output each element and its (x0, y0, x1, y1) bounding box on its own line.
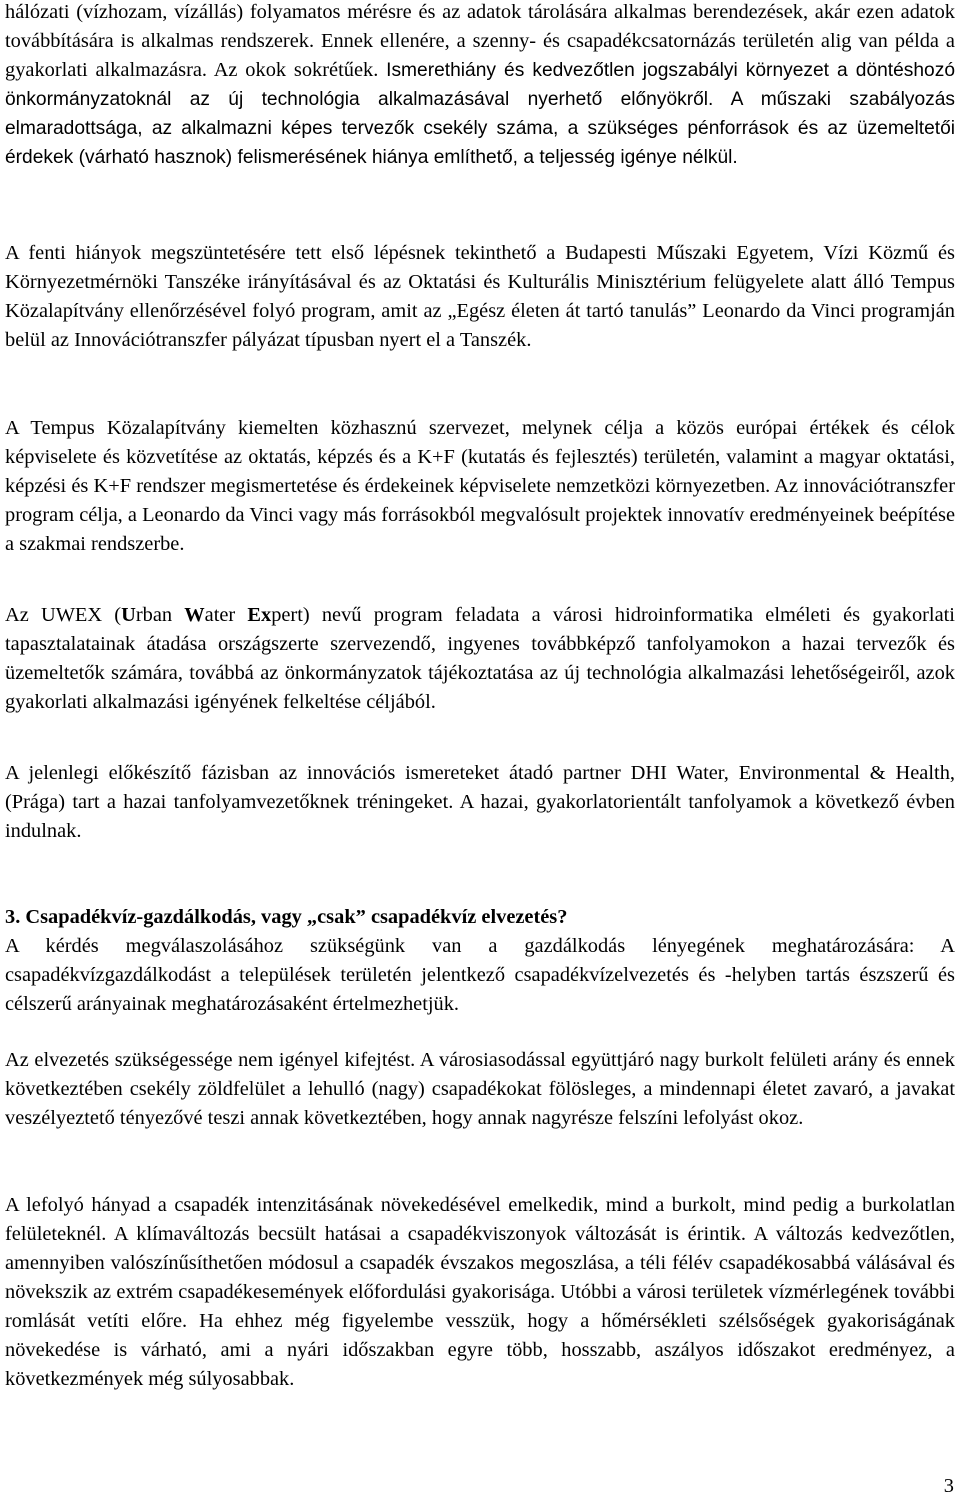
section-heading: 3. Csapadékvíz-gazdálkodás, vagy „csak” csapadékvíz elvezetés? (5, 906, 568, 928)
paragraph-training: A jelenlegi előkészítő fázisban az innovációs ismereteket átadó partner DHI Water, Environmental & Health, (Prága) tart a hazai tanfolyamvezetőknek tréningeket. A hazai, gyakorlatorientált tanfolyamok a következő évben indulnak. (5, 762, 955, 842)
page-number: 3 (943, 1475, 954, 1497)
paragraph-intro-text: hálózati (vízhozam, vízállás) folyamatos mérésre és az adatok tárolására alkalmas berendezések, akár ezen adatok továbbítására is alkalmas rendszerek. Ennek ellenére, a szenny- és csapadékcsatornázás területén alig van példa a gyakorlati alkalmazásra. Az okok sokrétűek. (5, 1, 955, 81)
paragraph-runoff: A lefolyó hányad a csapadék intenzitásának növekedésével emelkedik, mind a burkolt, mind pedig a burkolatlan felületeknél. A klímaváltozás becsült hatásai a csapadékviszonyok változását is érintik. A változás kedvezőtlen, amennyiben valószínűsíthetően módosul a csapadék évszakos megoszlása, a téli félév csapadékosabbá válásával és növekszik az extrém csapadékesemények előfordulási gyakorisága. Utóbbi a városi területek vízmérlegének további romlását vetíti előre. Ha ehhez még figyelembe vesszük, hogy a hőmérsékleti szélsőségek gyakoriságának növekedése is várható, ami a nyári időszakban egyre több, hosszabb, aszályos időszakot eredményez, a következmények még súlyosabbak. (5, 1194, 955, 1390)
paragraph-intro (5, 0, 955, 172)
paragraph-drainage: Az elvezetés szükségessége nem igényel kifejtést. A városiasodással együttjáró nagy burkolt felületi arány és ennek következtében csekély zöldfelület a lehulló (nagy) csapadékokat fölösleges, a mindennapi életet zavaró, a javakat veszélyeztető tényezővé teszi annak következtében, hogy annak nagyrésze felszíni lefolyást okoz. (5, 1049, 955, 1129)
paragraph-question: A kérdés megválaszolásához szükségünk van a gazdálkodás lényegének meghatározására: A csapadékvízgazdálkodást a települések területén jelentkező csapadékvízelvezetés és -helyben tartás észszerű és célszerű arányainak meghatározásaként értelmezhetjük. (5, 935, 955, 1015)
paragraph-intro-sans-text: Ismerethiány és kedvezőtlen jogszabályi környezet a döntéshozó önkormányzatoknál az új technológia alkalmazásával nyerhető előnyökről. A műszaki szabályozás elmaradottsága, az alkalmazni képes tervezők csekély száma, a szükséges pénforrások és az üzemeltetői érdekek (várható hasznok) felismerésének hiánya említhető, a teljesség igénye nélkül. (5, 60, 955, 168)
paragraph-uwex: Az UWEX (Urban Water Expert) nevű program feladata a városi hidroinformatika elméleti és gyakorlati tapasztalatainak átadása országszerte szervezendő, ingyenes továbbképző tanfolyamokon a hazai tervezők és üzemeltetők számára, továbbá az önkormányzatok tájékoztatása az új technológia alkalmazási lehetőségeiről, azok gyakorlati alkalmazási igényének felkeltése céljából. (5, 604, 955, 713)
paragraph-project: A fenti hiányok megszüntetésére tett első lépésnek tekinthető a Budapesti Műszaki Egyetem, Vízi Közmű és Környezetmérnöki Tanszéke irányításával és az Oktatási és Kulturális Minisztérium felügyelete alatt álló Tempus Közalapítvány ellenőrzésével folyó program, amit az „Egész életen át tartó tanulás” Leonardo da Vinci programján belül az Innovációtranszfer pályázat típusban nyert el a Tanszék. (5, 242, 955, 351)
paragraph-tempus: A Tempus Közalapítvány kiemelten közhasznú szervezet, melynek célja a közös európai értékek és célok képviselete és közvetítése az oktatás, képzés és a K+F (kutatás és fejlesztés) területén, valamint a magyar oktatási, képzési és K+F rendszer megismertetése és érdekeinek képviselete nemzetközi környezetben. Az innovációtranszfer program célja, a Leonardo da Vinci vagy más forrásokból megvalósult projektek innovatív eredményeinek beépítése a szakmai rendszerbe. (5, 417, 955, 555)
